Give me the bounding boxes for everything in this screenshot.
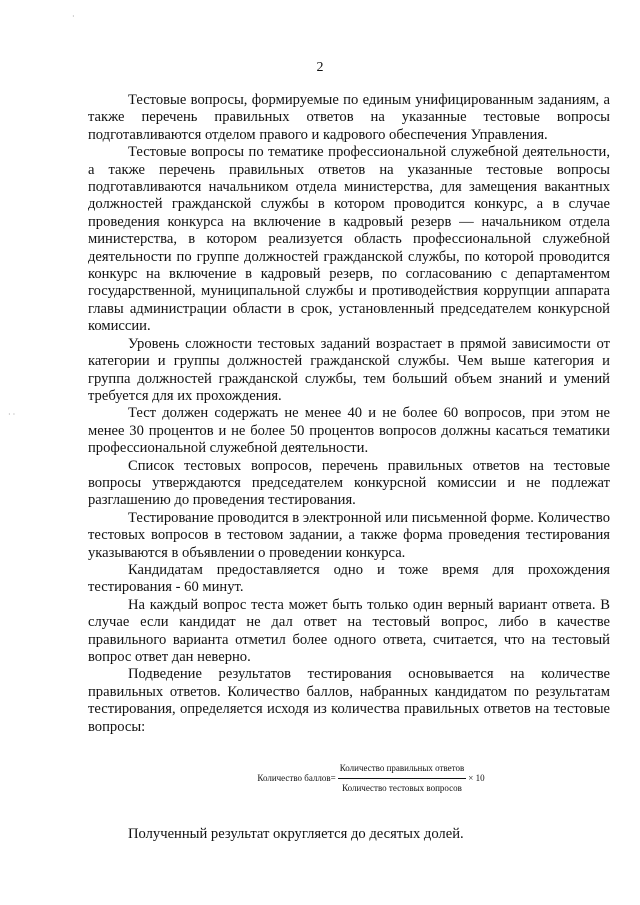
formula-numerator: Количество правильных ответов	[338, 760, 467, 779]
page-number: 2	[316, 60, 324, 75]
paragraph-test-questions-professional: Тестовые вопросы по тематике профессиональной служебной деятельности, а также перечень правильных ответов на указанные тестовые вопросы подготавливаются начальником отдела министерства, для замещения вакантных должностей гражданской службы в котором проводится конкурс, а в случае проведения конкурса на включение в кадровый резерв — начальником отдела министерства, в котором реализуется область профессиональной служебной деятельности по группе должностей гражданской службы, по которой проводится конкурс на включение в кадровый резерв, по согласованию с департаментом государственной, муниципальной службы и противодействия коррупции аппарата главы администрации области в срок, установленный председателем конкурсной комиссии.	[88, 144, 610, 335]
paragraph-test-questions-unified: Тестовые вопросы, формируемые по единым унифицированным заданиям, а также перечень правильных ответов на указанные тестовые вопросы подготавливаются отделом правого и кадрового обеспечения Управления.	[88, 92, 610, 143]
formula-equals: =	[330, 773, 336, 784]
paragraph-rounding: Полученный результат округляется до десятых долей.	[128, 825, 464, 842]
score-formula	[110, 760, 632, 798]
formula-denominator: Количество тестовых вопросов	[342, 783, 462, 794]
scan-mark-top: ·	[72, 12, 75, 21]
formula-fraction	[338, 760, 467, 798]
paragraph-approval: Список тестовых вопросов, перечень правильных ответов на тестовые вопросы утверждаются председателем конкурсной комиссии и не подлежат разглашению до проведения тестирования.	[88, 457, 610, 509]
formula-multiplier: × 10	[468, 773, 485, 784]
paragraph-test-size: Тест должен содержать не менее 40 и не более 60 вопросов, при этом не менее 30 процентов и не более 50 процентов вопросов должны касаться тематики профессиональной служебной деятельности.	[88, 405, 610, 457]
formula-lhs: Количество баллов	[257, 773, 331, 784]
document-body	[88, 92, 610, 843]
paragraph-time-limit: Кандидатам предоставляется одно и тоже время для прохождения тестирования - 60 минут.	[88, 561, 610, 596]
paragraph-difficulty-level: Уровень сложности тестовых заданий возрастает в прямой зависимости от категории и группы должностей гражданской службы. Чем выше категория и группа должностей гражданской службы, тем больший объем знаний и умений требуется для их прохождения.	[88, 335, 610, 404]
paragraph-test-form: Тестирование проводится в электронной или письменной форме. Количество тестовых вопросов в тестовом задании, а также форма проведения тестирования указываются в объявлении о проведении конкурса.	[88, 509, 610, 561]
paragraph-one-answer: На каждый вопрос теста может быть только один верный вариант ответа. В случае если кандидат не дал ответ на тестовый вопрос, либо в качестве правильного варианта отметил более одного ответа, считается, что на тестовый вопрос ответ дан неверно.	[88, 596, 610, 665]
scan-mark-left: · ·	[8, 410, 16, 419]
paragraph-scoring: Подведение результатов тестирования основывается на количестве правильных ответов. Количество баллов, набранных кандидатом по результатам тестирования, определяется исходя из количества правильных ответов на тестовые вопросы:	[88, 666, 610, 735]
